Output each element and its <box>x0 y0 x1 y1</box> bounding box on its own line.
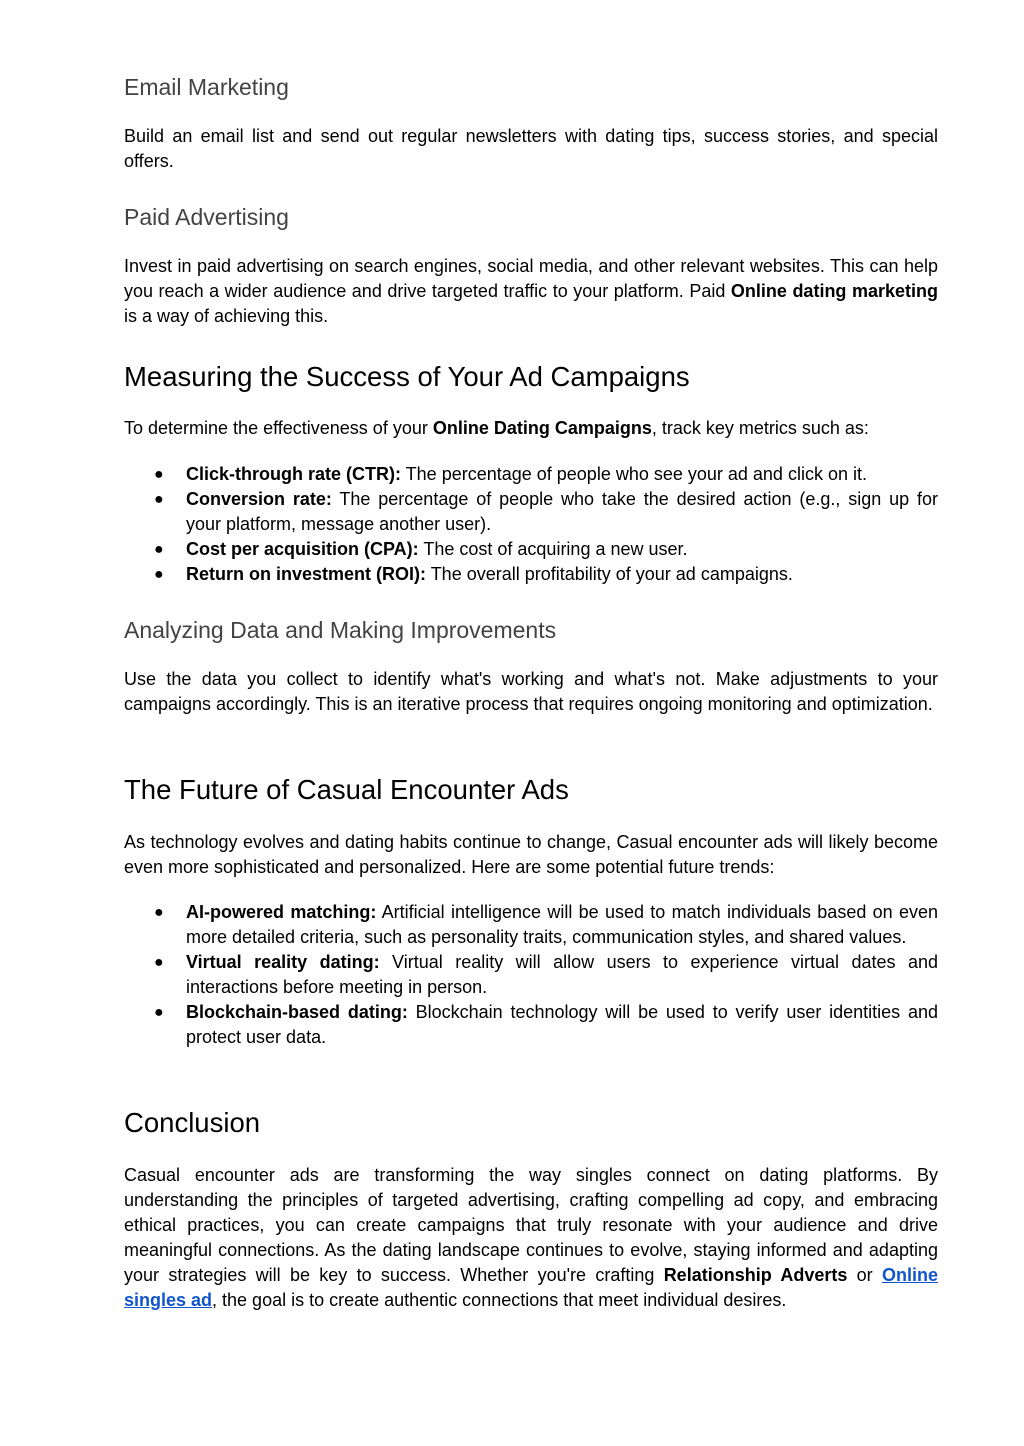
paid-advertising-heading: Paid Advertising <box>124 204 289 230</box>
list-item <box>124 900 938 950</box>
measuring-intro-start: To determine the effectiveness of your <box>124 418 433 438</box>
measuring-intro-paragraph <box>124 416 938 441</box>
conclusion-text-start: Casual encounter ads are transforming the way singles connect on dating platforms. By understanding the principles of targeted advertising, crafting compelling ad copy, and embracing ethical practices, you can create campaigns that truly resonate with your audience and drive meaningful connections. As the dating landscape continues to evolve, staying informed and adapting your strategies will be key to success. Whether you're crafting <box>124 1165 938 1285</box>
trend-term: Virtual reality dating: <box>186 952 380 972</box>
online-singles-ad-link[interactable]: Online singles ad <box>124 1265 938 1310</box>
metric-description: The overall profitability of your ad campaigns. <box>426 564 793 584</box>
analyzing-data-heading: Analyzing Data and Making Improvements <box>124 617 557 643</box>
list-item <box>124 462 938 487</box>
trend-description: Blockchain technology will be used to verify user identities and protect user data. <box>186 1002 938 1047</box>
list-item <box>124 487 938 537</box>
bullet-icon: ● <box>154 466 164 483</box>
paid-advertising-text-start: Invest in paid advertising on search engines, social media, and other relevant websites. This can help you reach a wider audience and drive targeted traffic to your platform. Paid <box>124 256 938 301</box>
online-dating-campaigns-keyword: Online Dating Campaigns <box>432 418 652 438</box>
trend-term: Blockchain-based dating: <box>186 1002 408 1022</box>
online-dating-marketing-keyword: Online dating marketing <box>730 281 938 301</box>
metric-description: The cost of acquiring a new user. <box>418 539 688 559</box>
metric-term: Cost per acquisition (CPA): <box>186 539 419 559</box>
bullet-icon: ● <box>154 541 164 558</box>
list-item <box>124 1000 938 1050</box>
measuring-intro-end: , track key metrics such as: <box>651 418 869 438</box>
bullet-icon: ● <box>154 491 164 508</box>
paid-advertising-text-end: is a way of achieving this. <box>124 306 329 326</box>
future-heading: The Future of Casual Encounter Ads <box>124 774 569 805</box>
future-trends-list <box>124 900 938 1050</box>
measuring-success-heading: Measuring the Success of Your Ad Campaigns <box>124 361 690 392</box>
list-item <box>124 562 938 587</box>
email-marketing-paragraph: Build an email list and send out regular newsletters with dating tips, success stories, and special offers. <box>124 126 938 171</box>
metric-term: Conversion rate: <box>186 489 332 509</box>
conclusion-paragraph <box>124 1163 938 1313</box>
conclusion-text-mid: or <box>847 1265 882 1285</box>
metric-description: The percentage of people who see your ad and click on it. <box>401 464 867 484</box>
metrics-list <box>124 462 938 587</box>
bullet-icon: ● <box>154 1004 164 1021</box>
relationship-adverts-keyword: Relationship Adverts <box>663 1265 848 1285</box>
email-marketing-heading: Email Marketing <box>124 74 289 100</box>
conclusion-text-end: , the goal is to create authentic connections that meet individual desires. <box>212 1290 787 1310</box>
analyzing-data-paragraph: Use the data you collect to identify what's working and what's not. Make adjustments to your campaigns accordingly. This is an iterative process that requires ongoing monitoring and optimization. <box>124 669 938 714</box>
metric-description: The percentage of people who take the desired action (e.g., sign up for your platform, message another user). <box>186 489 938 534</box>
list-item <box>124 950 938 1000</box>
paid-advertising-paragraph <box>124 254 938 329</box>
trend-description: Virtual reality will allow users to experience virtual dates and interactions before meeting in person. <box>186 952 938 997</box>
bullet-icon: ● <box>154 954 164 971</box>
conclusion-heading: Conclusion <box>124 1107 261 1138</box>
metric-term: Click-through rate (CTR): <box>186 464 401 484</box>
future-intro-paragraph: As technology evolves and dating habits continue to change, Casual encounter ads will likely become even more sophisticated and personalized. Here are some potential future trends: <box>124 832 938 877</box>
bullet-icon: ● <box>154 904 164 921</box>
bullet-icon: ● <box>154 566 164 583</box>
trend-description: Artificial intelligence will be used to match individuals based on even more detailed criteria, such as personality traits, communication styles, and shared values. <box>186 902 939 947</box>
list-item <box>124 537 938 562</box>
metric-term: Return on investment (ROI): <box>186 564 427 584</box>
trend-term: AI-powered matching: <box>186 902 377 922</box>
